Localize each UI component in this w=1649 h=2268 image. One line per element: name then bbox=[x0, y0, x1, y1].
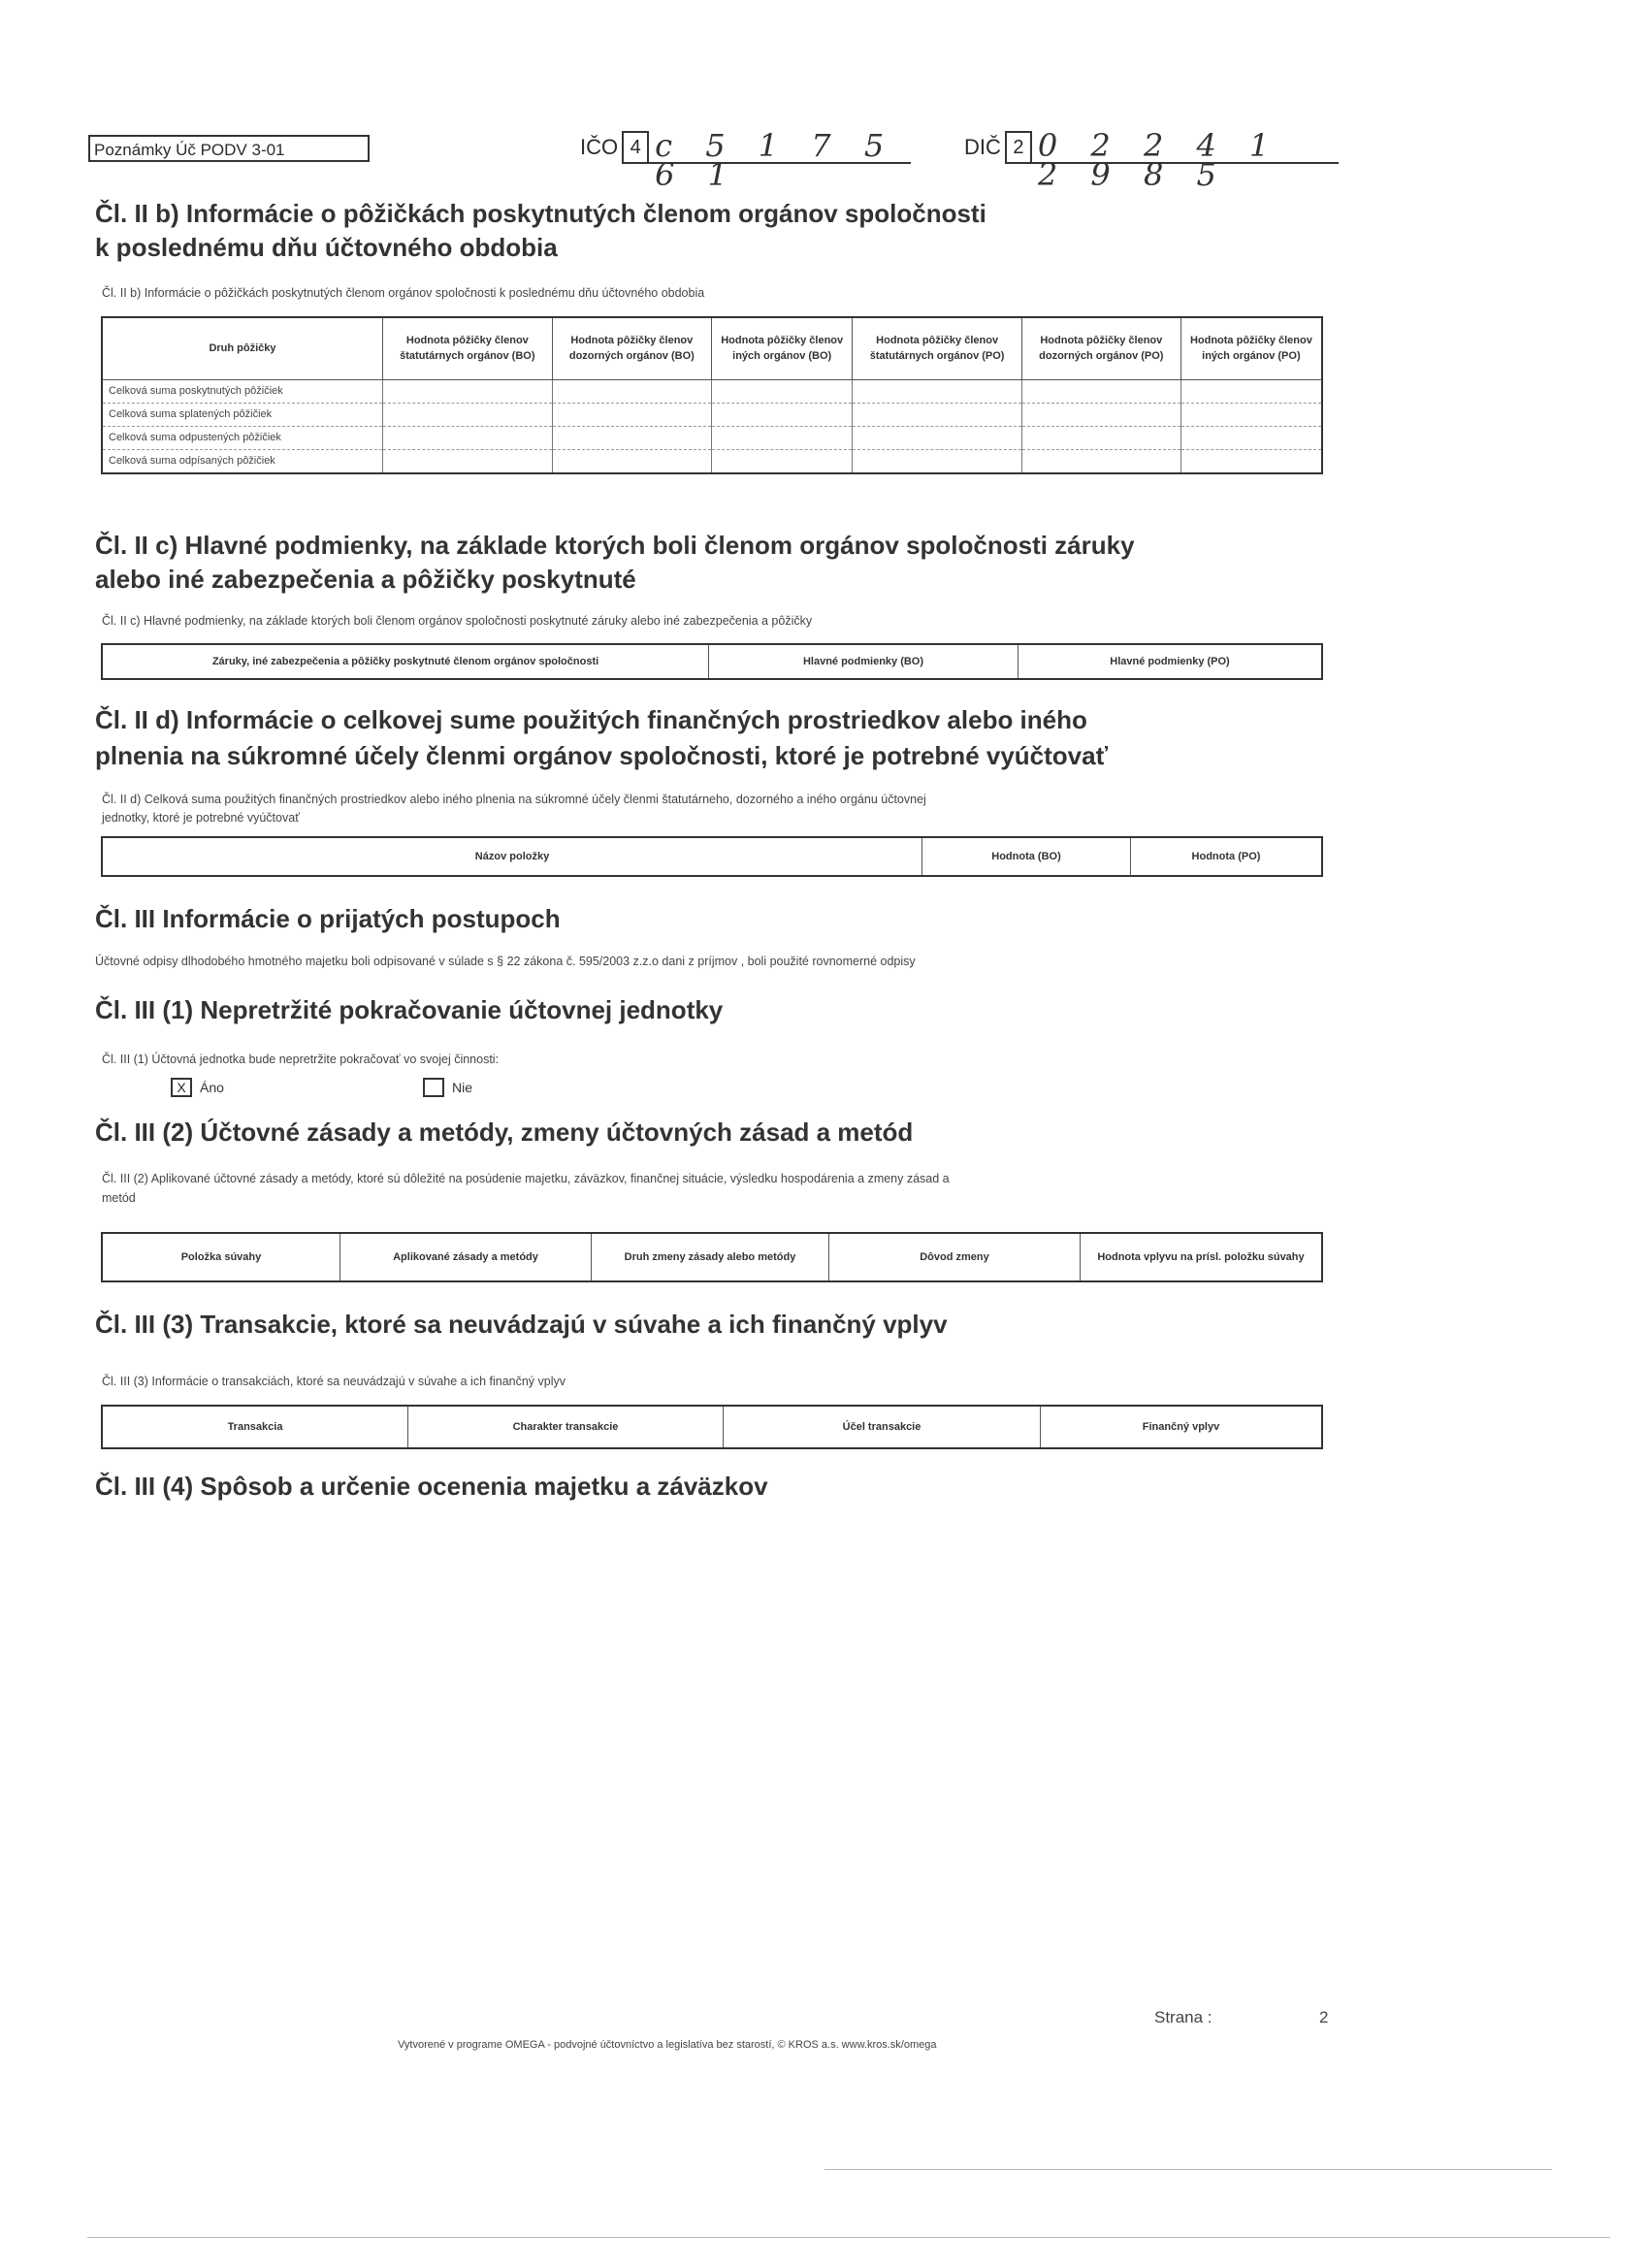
accounting-policies-table bbox=[101, 1232, 1323, 1282]
section-2d-title-line1: Čl. II d) Informácie o celkovej sume použitých finančných prostriedkov alebo iného bbox=[95, 705, 1087, 734]
ico-handwritten-value: c 5 1 7 5 6 1 bbox=[649, 131, 911, 164]
off-balance-col-character: Charakter transakcie bbox=[408, 1406, 724, 1448]
guarantees-table-header bbox=[102, 644, 1322, 679]
guarantees-table bbox=[101, 643, 1323, 680]
dic-first-digit: 2 bbox=[1005, 131, 1032, 164]
section-2c-title-line2: alebo iné zabezpečenia a pôžičky poskytnuté bbox=[95, 565, 636, 594]
section-3-2-title: Čl. III (2) Účtovné zásady a metódy, zmeny účtovných zásad a metód bbox=[95, 1118, 914, 1147]
section-3-text: Účtovné odpisy dlhodobého hmotného majetku boli odpisované v súlade s § 22 zákona č. 595/2003 z.z.o dani z príjmov , boli použité rovnomerné odpisy bbox=[95, 955, 916, 968]
section-2d-title-line2: plnenia na súkromné účely členmi orgánov spoločnosti, ktoré je potrebné vyúčtovať bbox=[95, 741, 1109, 770]
section-3-title: Čl. III Informácie o prijatých postupoch bbox=[95, 904, 561, 933]
form-label: Poznámky Úč PODV 3-01 bbox=[88, 135, 370, 162]
table-row bbox=[102, 426, 1322, 449]
private-use-table bbox=[101, 836, 1323, 877]
accounting-policies-table-header bbox=[102, 1233, 1322, 1281]
row-label: Celková suma splatených pôžičiek bbox=[102, 403, 383, 426]
policies-col-methods: Aplikované zásady a metódy bbox=[340, 1233, 592, 1281]
guarantees-col-po: Hlavné podmienky (PO) bbox=[1018, 644, 1323, 679]
section-3-4-title: Čl. III (4) Spôsob a určenie ocenenia majetku a záväzkov bbox=[95, 1472, 768, 1501]
continuation-yes-checkbox[interactable]: X bbox=[171, 1078, 192, 1097]
section-2b-title-line1: Čl. II b) Informácie o pôžičkách poskytnutých členom orgánov spoločnosti bbox=[95, 199, 986, 228]
private-use-col-po: Hodnota (PO) bbox=[1131, 837, 1323, 876]
scan-edge-line bbox=[87, 2237, 1610, 2238]
dic-label: DIČ bbox=[964, 135, 1001, 159]
section-2d-subtitle-line1: Čl. II d) Celková suma použitých finančných prostriedkov alebo iného plnenia na súkromné účely členmi štatutárneho, dozorného a iného orgánu účtovnej bbox=[102, 793, 926, 806]
off-balance-table-header bbox=[102, 1406, 1322, 1448]
table-row bbox=[102, 449, 1322, 473]
page-label: Strana : bbox=[1154, 2008, 1212, 2026]
continuation-yes-label: Áno bbox=[200, 1080, 224, 1095]
section-3-2-subtitle-line1: Čl. III (2) Aplikované účtovné zásady a metódy, ktoré sú dôležité na posúdenie majetku, záväzkov, finančnej situácie, výsledku hospodárenia a zmeny zásad a bbox=[102, 1172, 950, 1185]
loans-col-stat-po: Hodnota pôžičky členov štatutárnych orgánov (PO) bbox=[853, 317, 1021, 379]
table-row bbox=[102, 403, 1322, 426]
ico-first-digit: 4 bbox=[622, 131, 649, 164]
policies-col-change-type: Druh zmeny zásady alebo metódy bbox=[592, 1233, 829, 1281]
section-2c-subtitle: Čl. II c) Hlavné podmienky, na základe ktorých boli členom orgánov spoločnosti poskytnuté záruky alebo iné zabezpečenia a pôžičky bbox=[102, 614, 813, 628]
off-balance-col-purpose: Účel transakcie bbox=[724, 1406, 1041, 1448]
private-use-col-name: Názov položky bbox=[102, 837, 922, 876]
section-3-2-subtitle-line2: metód bbox=[102, 1191, 136, 1205]
ico-label: IČO bbox=[580, 135, 619, 159]
dic-handwritten-value: 0 2 2 4 1 2 9 8 5 bbox=[1032, 131, 1339, 164]
private-use-table-header bbox=[102, 837, 1322, 876]
policies-col-impact: Hodnota vplyvu na prísl. položku súvahy bbox=[1081, 1233, 1323, 1281]
footer-credits: Vytvorené v programe OMEGA - podvojné účtovníctvo a legislatíva bez starostí, © KROS a.s. www.kros.sk/omega bbox=[398, 2039, 937, 2051]
section-2c-title-line1: Čl. II c) Hlavné podmienky, na základe ktorých boli členom orgánov spoločnosti záruky bbox=[95, 531, 1135, 560]
off-balance-table bbox=[101, 1405, 1323, 1449]
section-3-3-title: Čl. III (3) Transakcie, ktoré sa neuvádzajú v súvahe a ich finančný vplyv bbox=[95, 1310, 948, 1339]
row-label: Celková suma poskytnutých pôžičiek bbox=[102, 379, 383, 403]
section-3-1-title: Čl. III (1) Nepretržité pokračovanie účtovnej jednotky bbox=[95, 995, 724, 1024]
row-label: Celková suma odpísaných pôžičiek bbox=[102, 449, 383, 473]
page-number: 2 bbox=[1319, 2008, 1329, 2026]
private-use-col-bo: Hodnota (BO) bbox=[922, 837, 1131, 876]
section-2b-title-line2: k poslednému dňu účtovného obdobia bbox=[95, 233, 558, 262]
loans-table bbox=[101, 316, 1323, 474]
section-3-1-subtitle: Čl. III (1) Účtovná jednotka bude nepretržite pokračovať vo svojej činnosti: bbox=[102, 1053, 500, 1066]
off-balance-col-impact: Finančný vplyv bbox=[1041, 1406, 1323, 1448]
guarantees-col-item: Záruky, iné zabezpečenia a pôžičky poskytnuté členom orgánov spoločnosti bbox=[102, 644, 709, 679]
loans-col-dozor-po: Hodnota pôžičky členov dozorných orgánov (PO) bbox=[1021, 317, 1180, 379]
loans-col-type: Druh pôžičky bbox=[102, 317, 383, 379]
loans-col-other-po: Hodnota pôžičky členov iných orgánov (PO) bbox=[1180, 317, 1322, 379]
loans-col-stat-bo: Hodnota pôžičky členov štatutárnych orgánov (BO) bbox=[383, 317, 553, 379]
loans-col-dozor-bo: Hodnota pôžičky členov dozorných orgánov (BO) bbox=[552, 317, 711, 379]
continuation-no-checkbox[interactable] bbox=[423, 1078, 444, 1097]
continuation-no-label: Nie bbox=[452, 1080, 473, 1095]
section-3-3-subtitle: Čl. III (3) Informácie o transakciách, ktoré sa neuvádzajú v súvahe a ich finančný vplyv bbox=[102, 1375, 566, 1388]
loans-table-header bbox=[102, 317, 1322, 379]
scan-edge-line bbox=[824, 2169, 1552, 2170]
section-2b-subtitle: Čl. II b) Informácie o pôžičkách poskytnutých členom orgánov spoločnosti k poslednému dňu účtovného obdobia bbox=[102, 286, 705, 300]
guarantees-col-bo: Hlavné podmienky (BO) bbox=[709, 644, 1018, 679]
section-2d-subtitle-line2: jednotky, ktoré je potrebné vyúčtovať bbox=[102, 811, 300, 825]
off-balance-col-transaction: Transakcia bbox=[102, 1406, 408, 1448]
policies-col-item: Položka súvahy bbox=[102, 1233, 340, 1281]
ico-field bbox=[580, 127, 911, 193]
loans-col-other-bo: Hodnota pôžičky členov iných orgánov (BO) bbox=[711, 317, 852, 379]
row-label: Celková suma odpustených pôžičiek bbox=[102, 426, 383, 449]
dic-field bbox=[964, 127, 1339, 193]
table-row bbox=[102, 379, 1322, 403]
policies-col-reason: Dôvod zmeny bbox=[829, 1233, 1081, 1281]
